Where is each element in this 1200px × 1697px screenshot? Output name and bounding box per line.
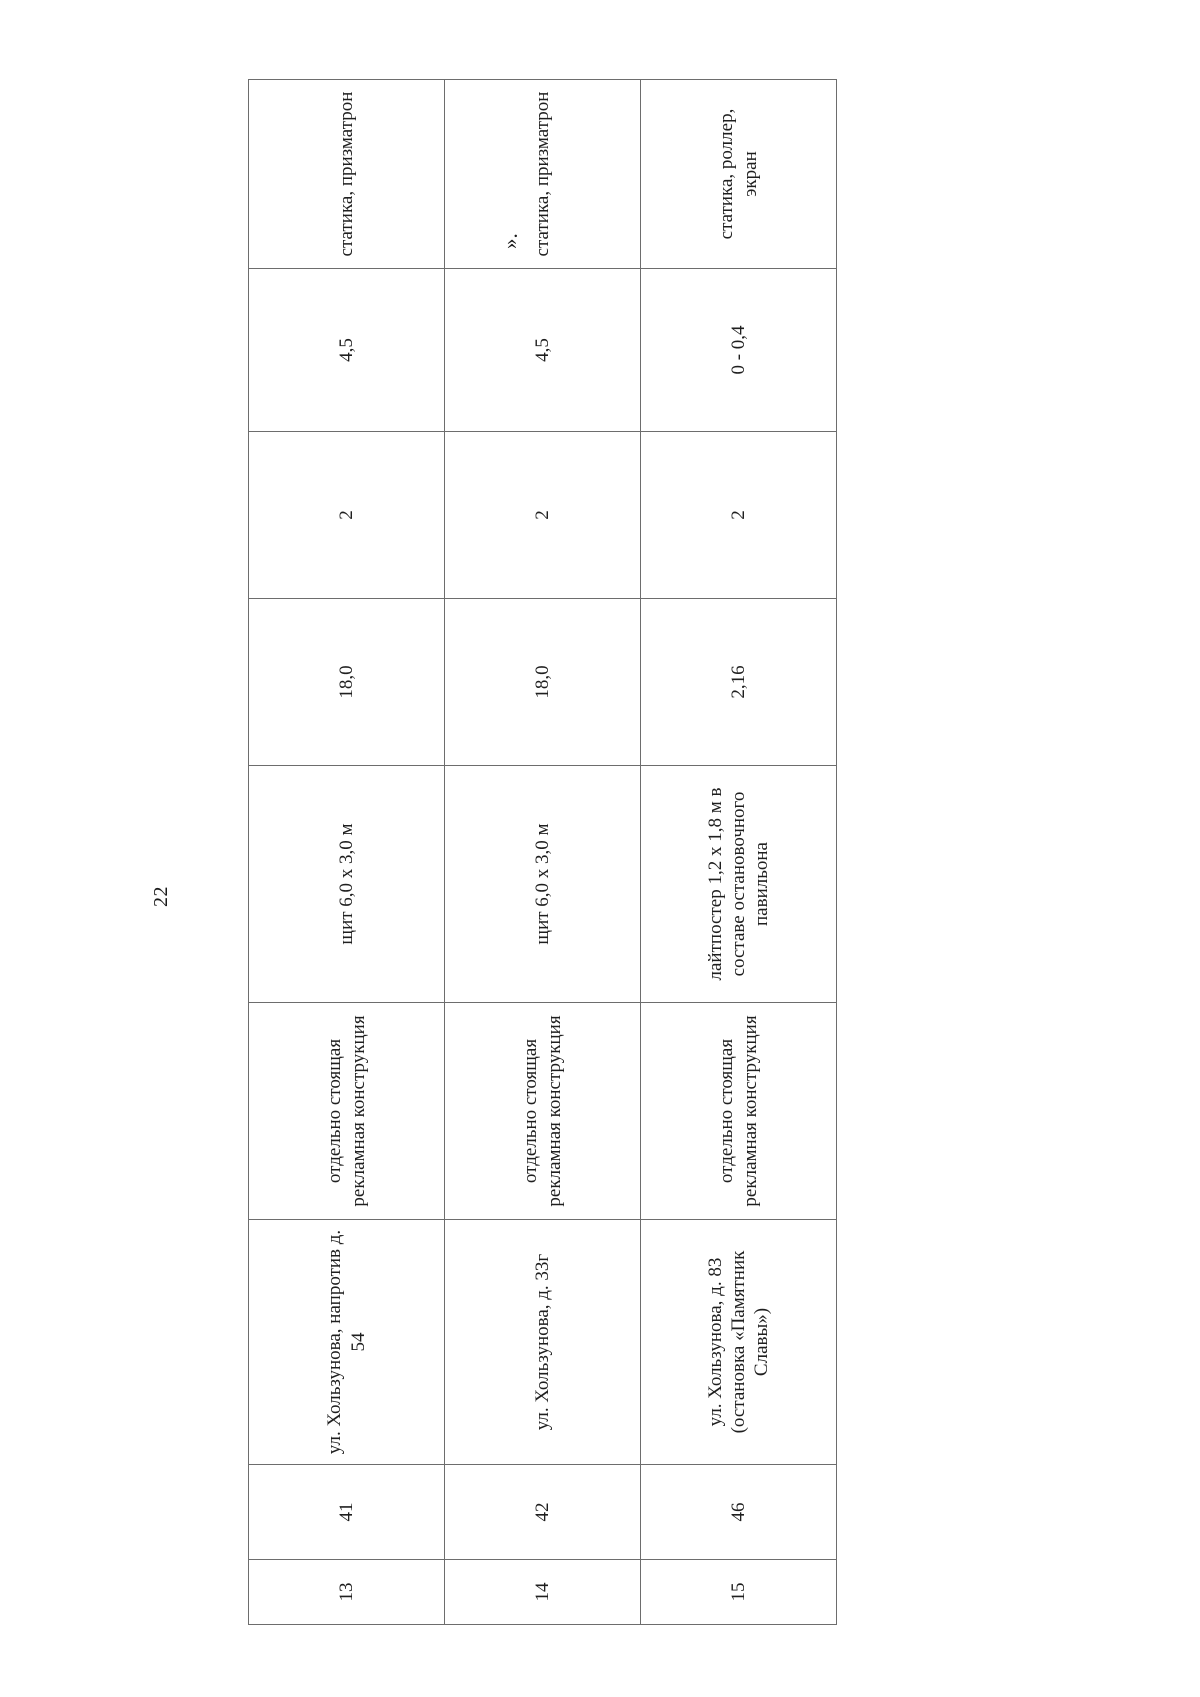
cell-size: щит 6,0 х 3,0 м	[445, 766, 641, 1003]
cell-technology: статика, призматрон	[445, 80, 641, 269]
table-row	[445, 80, 641, 1625]
cell-area: 18,0	[249, 599, 445, 766]
cell-address: ул. Хользунова, д. 83 (остановка «Памятник Славы»)	[641, 1220, 837, 1465]
cell-index: 13	[249, 1560, 445, 1625]
cell-index: 14	[445, 1560, 641, 1625]
cell-number: 42	[445, 1465, 641, 1560]
closing-quotation-mark: ».	[498, 233, 522, 249]
cell-type: отдельно стоящая рекламная конструкция	[445, 1003, 641, 1220]
cell-address: ул. Хользунова, напротив д. 54	[249, 1220, 445, 1465]
cell-index: 15	[641, 1560, 837, 1625]
cell-technology: статика, роллер, экран	[641, 80, 837, 269]
cell-sides: 2	[641, 432, 837, 599]
cell-technology: статика, призматрон	[249, 80, 445, 269]
cell-area: 2,16	[641, 599, 837, 766]
cell-sides: 2	[249, 432, 445, 599]
cell-distance: 4,5	[249, 269, 445, 432]
page-number: 22	[150, 886, 172, 907]
cell-sides: 2	[445, 432, 641, 599]
cell-number: 46	[641, 1465, 837, 1560]
cell-size: лайтпостер 1,2 х 1,8 м в составе остановочного павильона	[641, 766, 837, 1003]
cell-distance: 4,5	[445, 269, 641, 432]
cell-area: 18,0	[445, 599, 641, 766]
cell-number: 41	[249, 1465, 445, 1560]
cell-distance: 0 - 0,4	[641, 269, 837, 432]
cell-type: отдельно стоящая рекламная конструкция	[641, 1003, 837, 1220]
advertising-structures-table	[248, 79, 837, 1625]
table-row	[249, 80, 445, 1625]
table-row	[641, 80, 837, 1625]
cell-address: ул. Хользунова, д. 33г	[445, 1220, 641, 1465]
cell-size: щит 6,0 х 3,0 м	[249, 766, 445, 1003]
cell-type: отдельно стоящая рекламная конструкция	[249, 1003, 445, 1220]
